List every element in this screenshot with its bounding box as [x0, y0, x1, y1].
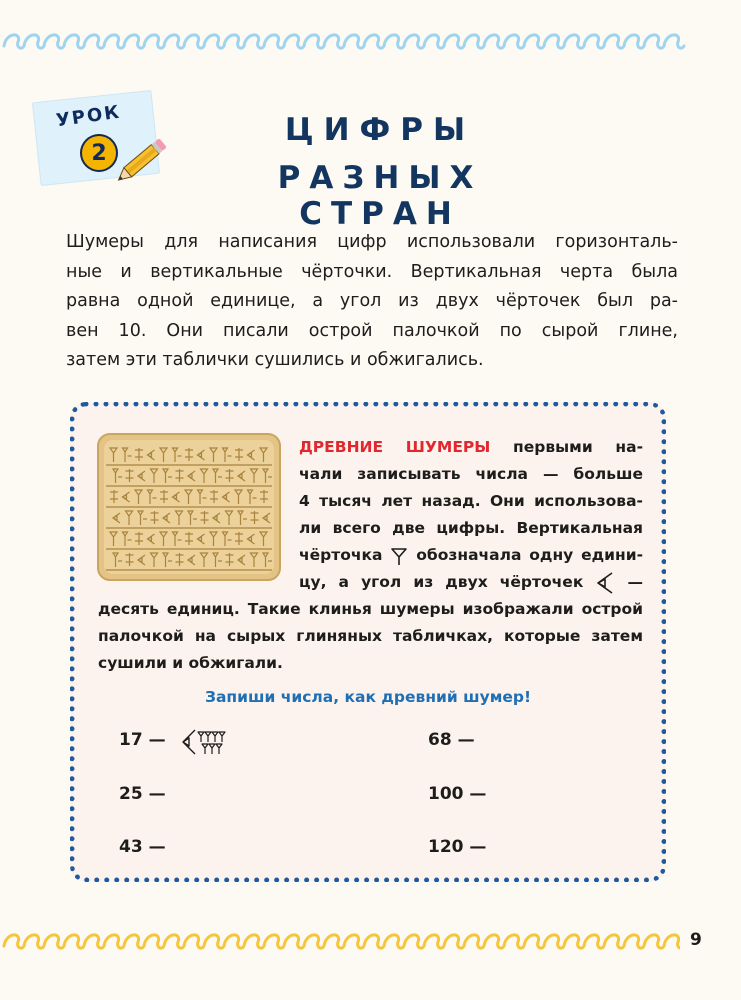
intro-line: затем эти таблички сушились и обжигались.: [66, 350, 484, 370]
small-wedge-icon: [219, 732, 225, 742]
highlight-sumerians: ДРЕВНИЕ ШУМЕРЫ: [299, 438, 491, 456]
intro-line: равна одной единице, а угол из двух чёрточек был ра-: [66, 291, 678, 311]
task-heading: Запиши числа, как древний шумер!: [204, 688, 532, 706]
page-title-line2: РАЗНЫХ СТРАН: [277, 160, 483, 232]
page-title-line1: ЦИФРЫ: [284, 112, 476, 148]
small-wedge-icon: [202, 744, 208, 754]
wedge-one-icon: [390, 546, 408, 566]
intro-line: Шумеры для написания цифр использовали горизонталь-: [66, 232, 678, 252]
box-line: чёрточка обозначала одну едини-: [299, 546, 644, 564]
lesson-label: УРОК: [54, 101, 123, 132]
box-line: чали записывать числа — больше: [299, 465, 643, 483]
bottom-wave-decoration: [0, 928, 680, 952]
box-text-top: [299, 434, 643, 596]
small-wedge-icon: [216, 744, 222, 754]
small-wedge-icon: [212, 732, 218, 742]
box-line: цу, а угол из двух чёрточек —: [299, 569, 643, 596]
exercise-17: 17 —: [119, 730, 166, 750]
box-line: 4 тысяч лет назад. Они использова-: [299, 492, 643, 510]
wedge-ten-icon: [595, 571, 615, 595]
exercise-43: 43 —: [119, 837, 166, 857]
pencil-icon: [110, 132, 170, 192]
top-wave-decoration: [0, 28, 741, 52]
exercise-25: 25 —: [119, 784, 166, 804]
box-line: палочкой на сырых глиняных табличках, которые затем: [98, 627, 643, 645]
exercise-100: 100 —: [428, 784, 487, 804]
page-number: 9: [690, 930, 702, 950]
small-wedge-icon: [198, 732, 204, 742]
intro-line: вен 10. Они писали острой палочкой по сырой глине,: [66, 320, 678, 341]
exercise-120: 120 —: [428, 837, 487, 857]
intro-paragraph: [66, 228, 678, 376]
box-line: ДРЕВНИЕ ШУМЕРЫ первыми на-: [299, 438, 643, 456]
small-wedge-icon: [209, 744, 215, 754]
exercise-68: 68 —: [428, 730, 475, 750]
lesson-number: 2: [80, 134, 118, 172]
box-line: ли всего две цифры. Вертикальная: [299, 519, 643, 537]
clay-tablet-image: [96, 432, 282, 582]
intro-line: ные и вертикальные чёрточки. Вертикальная черта была: [66, 261, 678, 282]
box-text-bottom: [98, 596, 643, 677]
box-line: десять единиц. Такие клинья шумеры изображали острой: [98, 600, 643, 618]
small-wedge-icon: [205, 732, 211, 742]
cuneiform-17-example: [180, 726, 232, 768]
box-line: сушили и обжигали.: [98, 654, 283, 672]
lesson-badge: [28, 92, 168, 192]
